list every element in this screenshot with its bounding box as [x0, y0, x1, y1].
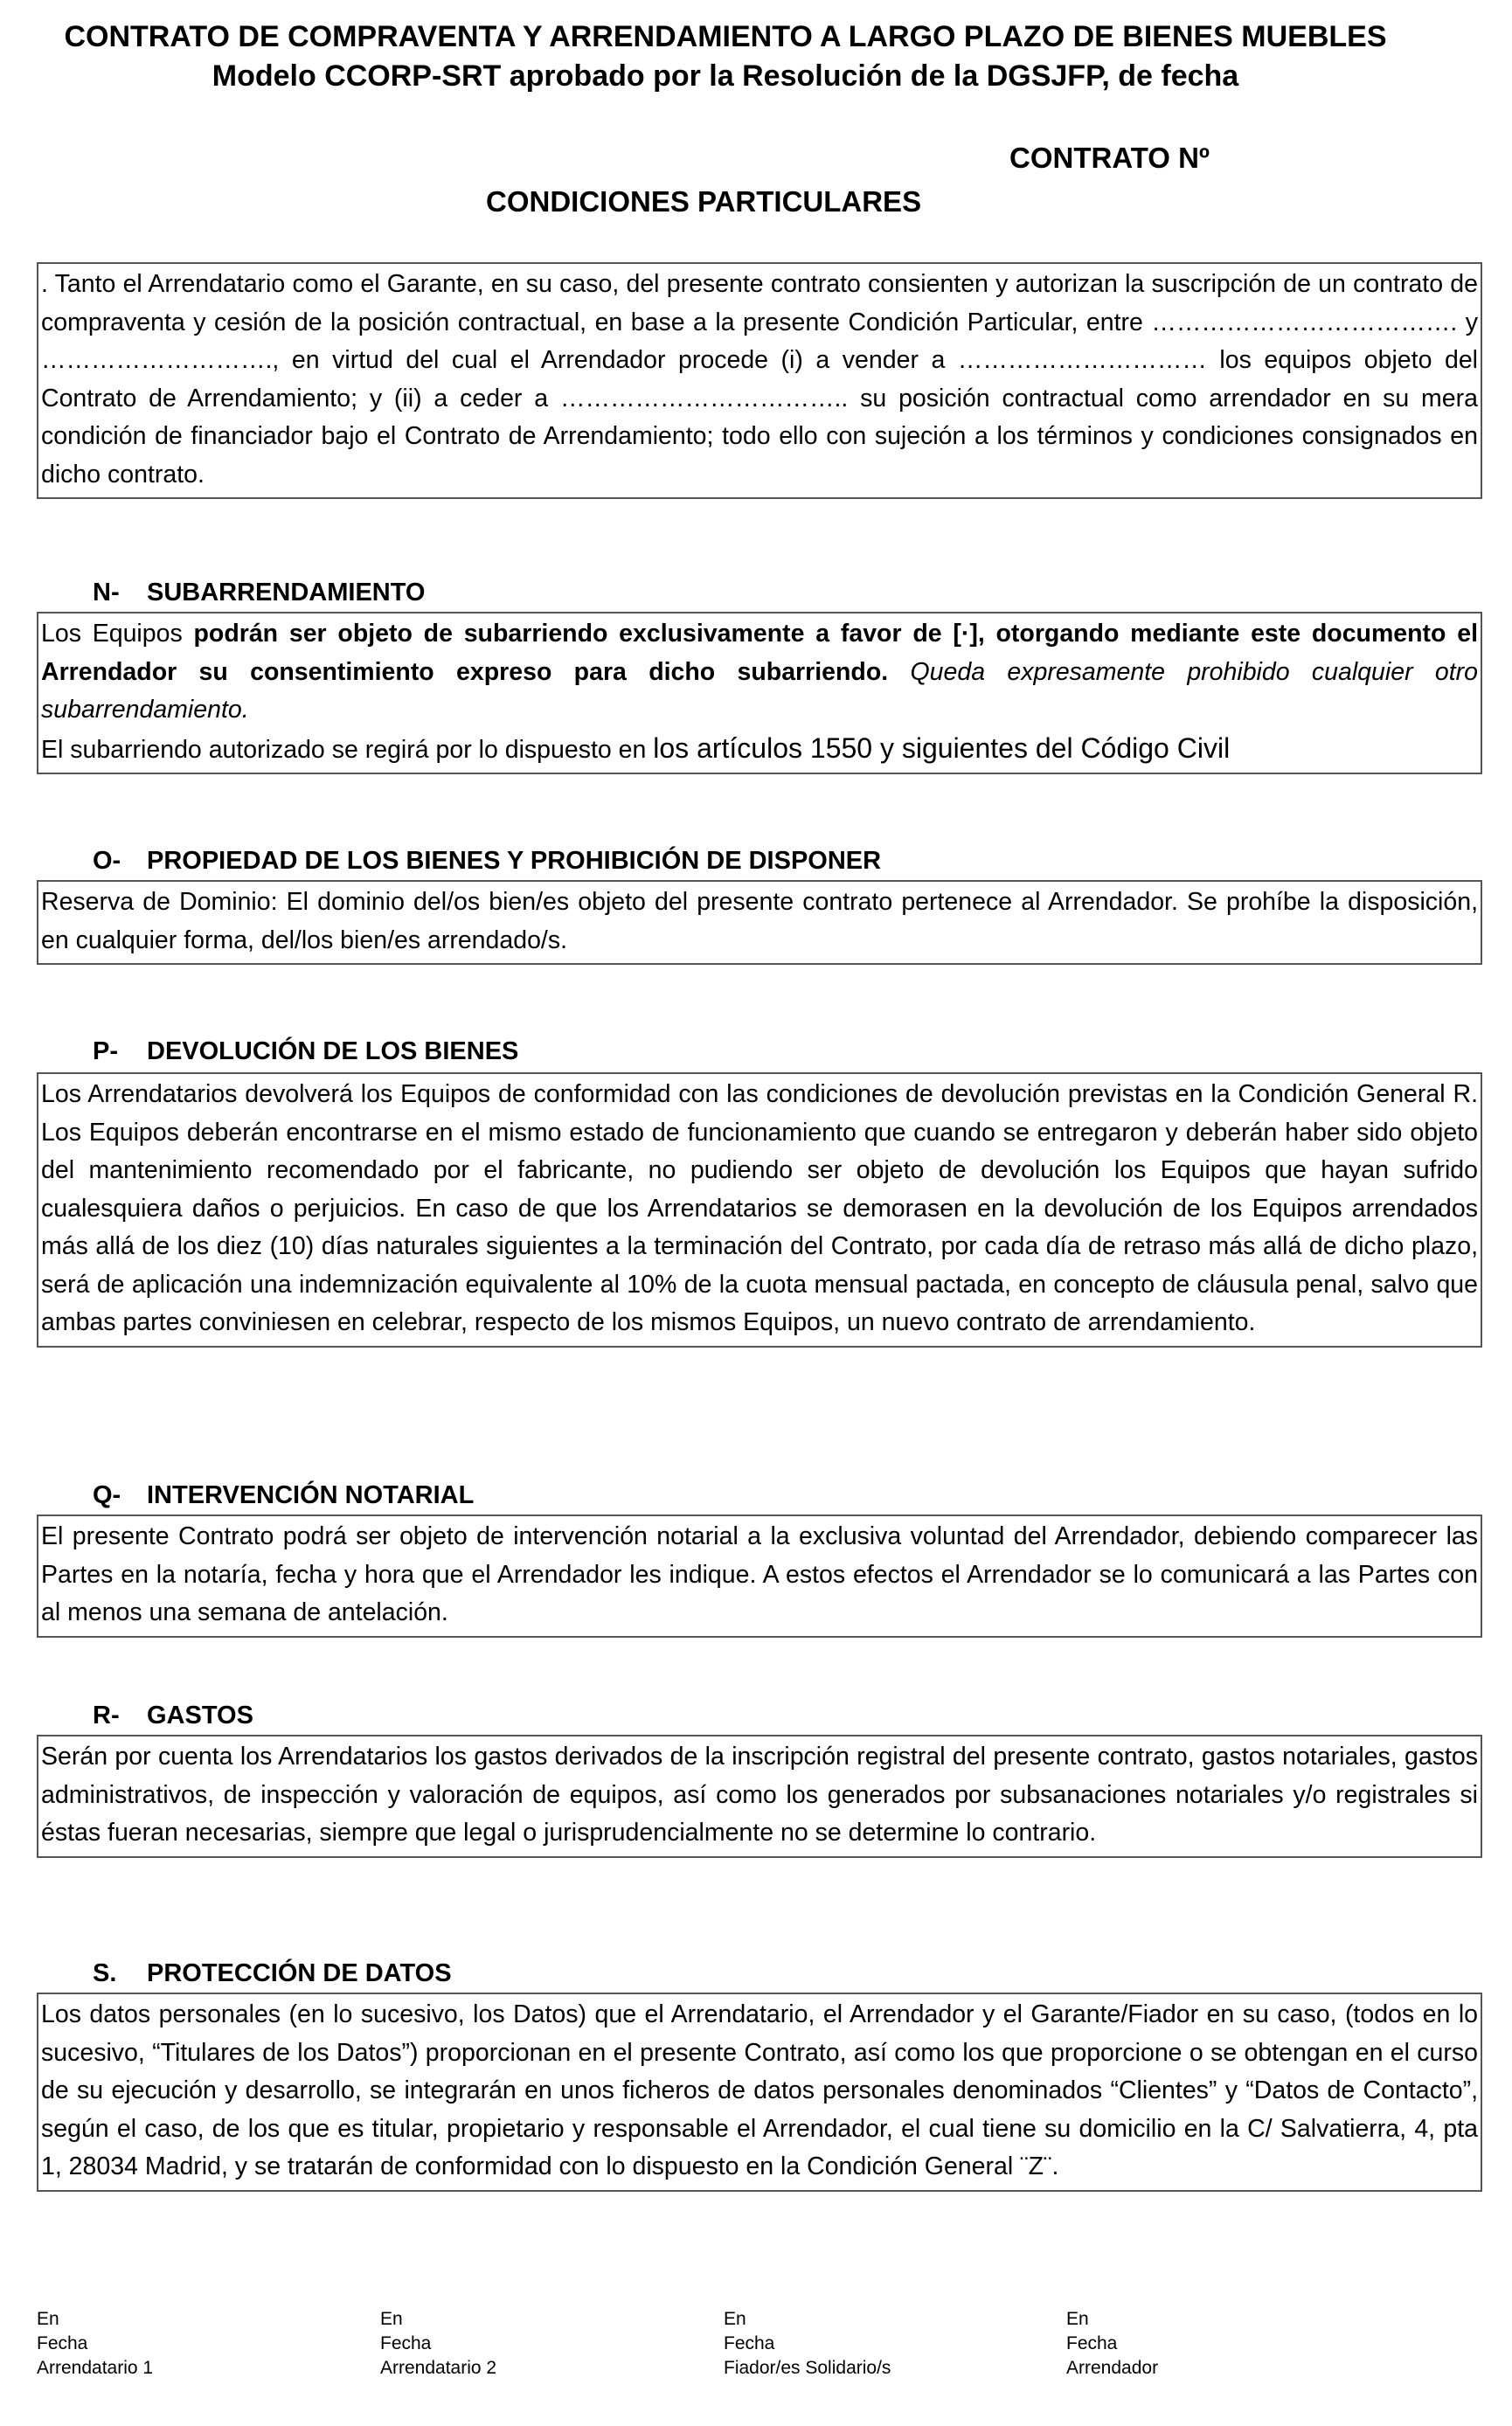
section-r-heading: [93, 1700, 253, 1731]
section-n-text-italic: Queda expresamente prohibido cualquier otro subarrendamiento.: [41, 657, 1478, 724]
intro-text: . Tanto el Arrendatario como el Garante, en su caso, del presente contrato consienten y autorizan la suscripción de un contrato de compraventa y cesión de la posición contractual, en base a la presente Condición Particular, entre ………………………………. y ………………………., en virtud del cual el Arrendador procede (i) a vender a ………………………… los equipos objeto del Contrato de Arrendamiento; y (ii) a ceder a …………………………….. su posición contractual como arrendador en su mera condición de financiador bajo el Contrato de Arrendamiento; todo ello con sujeción a los términos y condiciones consignados en dicho contrato.: [41, 270, 1478, 489]
section-o-title: PROPIEDAD DE LOS BIENES Y PROHIBICIÓN DE DISPONER: [147, 847, 882, 875]
section-n-text-large: los artículos 1550 y siguientes del Código Civil: [653, 731, 1231, 764]
section-s-text: Los datos personales (en lo sucesivo, los Datos) que el Arrendatario, el Arrendador y el Garante/Fiador en su caso, (todos en lo sucesivo, “Titulares de los Datos”) proporcionan en el presente Contrato, así como los que proporcione o se obtengan en el curso de su ejecución y desarrollo, se integrarán en unos ficheros de datos personales denominados “Clientes” y “Datos de Contacto”, según el caso, de los que es titular, propietario y responsable el Arrendador, el cual tiene su domicilio en la C/ Salvatierra, 4, pta 1, 28034 Madrid, y se tratarán de conformidad con lo dispuesto en la Condición General ¨Z¨.: [41, 2000, 1478, 2180]
section-r-letter: R-: [93, 1702, 120, 1729]
signature-place: En: [380, 2309, 403, 2329]
section-s-letter: S.: [93, 1959, 117, 1987]
section-o-text: Reserva de Dominio: El dominio del/os bien/es objeto del presente contrato pertenece al Arrendador. Se prohíbe la disposición, en cualquier forma, del/los bien/es arrendado/s.: [41, 888, 1478, 954]
section-r-box: [37, 1735, 1482, 1858]
section-q-box: [37, 1515, 1482, 1638]
section-q-text: El presente Contrato podrá ser objeto de intervención notarial a la exclusiva voluntad del Arrendador, debiendo comparecer las Partes en la notaría, fecha y hora que el Arrendador les indique. A estos efectos el Arrendador se lo comunicará a las Partes con al menos una semana de antelación.: [41, 1522, 1478, 1626]
section-o-heading: [93, 845, 881, 877]
section-s-heading: [93, 1958, 452, 1989]
signature-place: En: [724, 2309, 746, 2329]
signature-block-arrendatario-2: [380, 2307, 496, 2381]
section-s-box: [37, 1993, 1482, 2192]
section-r-title: GASTOS: [147, 1702, 253, 1729]
signature-party: Arrendador: [1066, 2358, 1159, 2378]
section-p-heading: [93, 1036, 518, 1067]
section-p-letter: P-: [93, 1037, 118, 1065]
section-n-box: [37, 612, 1482, 774]
section-n-paragraph-1: [41, 615, 1478, 730]
section-s-title: PROTECCIÓN DE DATOS: [147, 1959, 452, 1987]
signature-block-arrendador: [1066, 2307, 1158, 2381]
signature-party: Arrendatario 1: [37, 2358, 154, 2378]
signature-block-arrendatario-1: [37, 2307, 153, 2381]
section-q-title: INTERVENCIÓN NOTARIAL: [147, 1481, 475, 1509]
signature-place: En: [37, 2309, 59, 2329]
section-p-text: Los Arrendatarios devolverá los Equipos de conformidad con las condiciones de devolución previstas en la Condición General R. Los Equipos deberán encontrarse en el mismo estado de funcionamiento que cuando se entregaron y deberán haber sido objeto del mantenimiento recomendado por el fabricante, no pudiendo ser objeto de devolución los Equipos que hayan sufrido cualesquiera daños o perjuicios. En caso de que los Arrendatarios se demorasen en la devolución de los Equipos arrendados más allá de los diez (10) días naturales siguientes a la terminación del Contrato, por cada día de retraso más allá de dicho plazo, será de aplicación una indemnización equivalente al 10% de la cuota mensual pactada, en concepto de cláusula penal, salvo que ambas partes conviniesen en celebrar, respecto de los mismos Equipos, un nuevo contrato de arrendamiento.: [41, 1080, 1478, 1336]
signature-date: Fecha: [380, 2333, 432, 2353]
contract-number-label: CONTRATO Nº: [1009, 142, 1210, 174]
section-n-paragraph-2: [41, 730, 1478, 770]
section-p-title: DEVOLUCIÓN DE LOS BIENES: [147, 1037, 519, 1065]
signature-place: En: [1066, 2309, 1089, 2329]
section-n-text-c: El subarriendo autorizado se regirá por lo dispuesto en: [41, 735, 654, 764]
signature-party: Arrendatario 2: [380, 2358, 497, 2378]
section-o-letter: O-: [93, 847, 121, 875]
section-n-text-a: Los Equipos: [41, 620, 194, 648]
signature-block-fiador: [724, 2307, 891, 2381]
intro-box: [37, 262, 1482, 499]
signature-date: Fecha: [1066, 2333, 1118, 2353]
document-subtitle: Modelo CCORP-SRT aprobado por la Resolución de la DGSJFP, de fecha: [212, 59, 1239, 93]
section-n-text-bold: podrán ser objeto de subarriendo exclusivamente a favor de [·], otorgando mediante este documento el Arrendador su consentimiento expreso para dicho subarriendo.: [41, 620, 1479, 686]
section-n-heading: [93, 577, 425, 608]
section-n-title: SUBARRENDAMIENTO: [147, 579, 426, 606]
signature-party: Fiador/es Solidario/s: [724, 2358, 891, 2378]
section-n-letter: N-: [93, 579, 120, 606]
section-q-letter: Q-: [93, 1481, 121, 1509]
document-title: CONTRATO DE COMPRAVENTA Y ARRENDAMIENTO A LARGO PLAZO DE BIENES MUEBLES: [64, 20, 1387, 53]
section-o-box: [37, 880, 1482, 965]
section-r-text: Serán por cuenta los Arrendatarios los gastos derivados de la inscripción registral del presente contrato, gastos notariales, gastos administrativos, de inspección y valoración de equipos, así como los generados por subsanaciones notariales y/o registrales si éstas fueran necesarias, siempre que legal o jurisprudencialmente no se determine lo contrario.: [41, 1743, 1478, 1847]
signature-date: Fecha: [37, 2333, 88, 2353]
signature-date: Fecha: [724, 2333, 775, 2353]
conditions-title: CONDICIONES PARTICULARES: [486, 185, 922, 218]
section-q-heading: [93, 1480, 474, 1511]
section-p-box: [37, 1072, 1482, 1348]
